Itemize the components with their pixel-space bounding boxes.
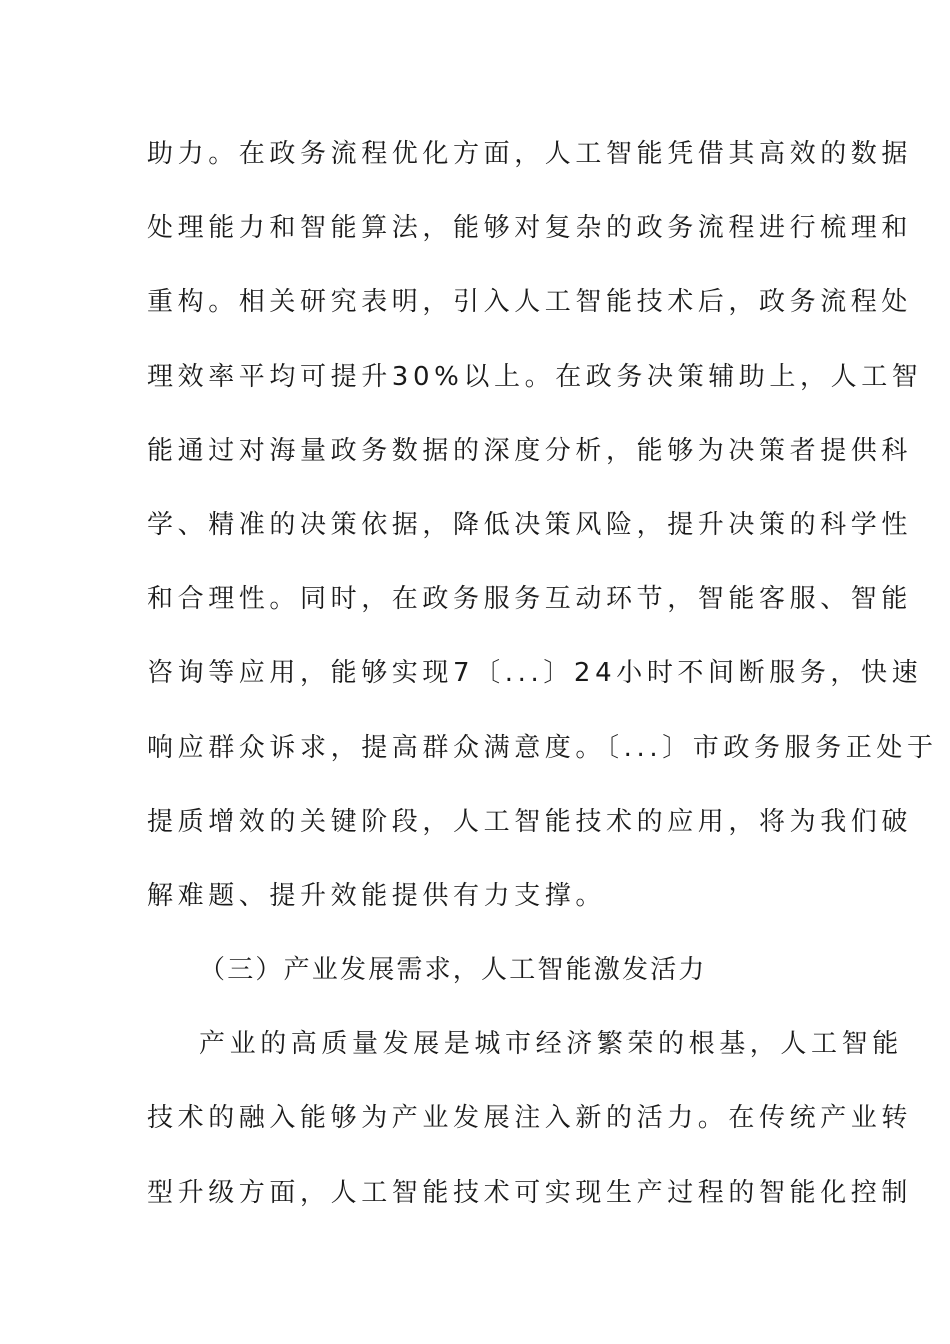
body-text bbox=[147, 132, 938, 1245]
text-line-10: 提质增效的关键阶段，人工智能技术的应用，将为我们破 bbox=[147, 806, 913, 837]
text-line-2: 处理能力和智能算法，能够对复杂的政务流程进行梳理和 bbox=[147, 213, 913, 244]
paragraph2-line-2: 技术的融入能够为产业发展注入新的活力。在传统产业转 bbox=[147, 1103, 913, 1134]
text-line-7: 和合理性。同时，在政务服务互动环节，智能客服、智能 bbox=[147, 584, 913, 615]
text-line-9: 响应群众诉求，提高群众满意度。〔...〕市政务服务正处于 bbox=[147, 732, 938, 763]
text-line-3: 重构。相关研究表明，引入人工智能技术后，政务流程处 bbox=[147, 287, 913, 318]
text-line-5: 能通过对海量政务数据的深度分析，能够为决策者提供科 bbox=[147, 435, 913, 466]
text-line-11: 解难题、提升效能提供有力支撑。 bbox=[147, 880, 607, 911]
text-line-1: 助力。在政务流程优化方面，人工智能凭借其高效的数据 bbox=[147, 139, 913, 169]
section-heading: （三）产业发展需求，人工智能激发活力 bbox=[199, 955, 707, 986]
text-line-6: 学、精准的决策依据，降低决策风险，提升决策的科学性 bbox=[147, 509, 913, 540]
text-line-4: 理效率平均可提升30%以上。在政务决策辅助上，人工智 bbox=[147, 361, 923, 392]
paragraph2-line-1: 产业的高质量发展是城市经济繁荣的根基，人工智能 bbox=[199, 1029, 903, 1060]
paragraph2-line-3: 型升级方面，人工智能技术可实现生产过程的智能化控制 bbox=[147, 1177, 913, 1208]
text-line-8: 咨询等应用，能够实现7〔...〕24小时不间断服务，快速 bbox=[147, 658, 923, 689]
